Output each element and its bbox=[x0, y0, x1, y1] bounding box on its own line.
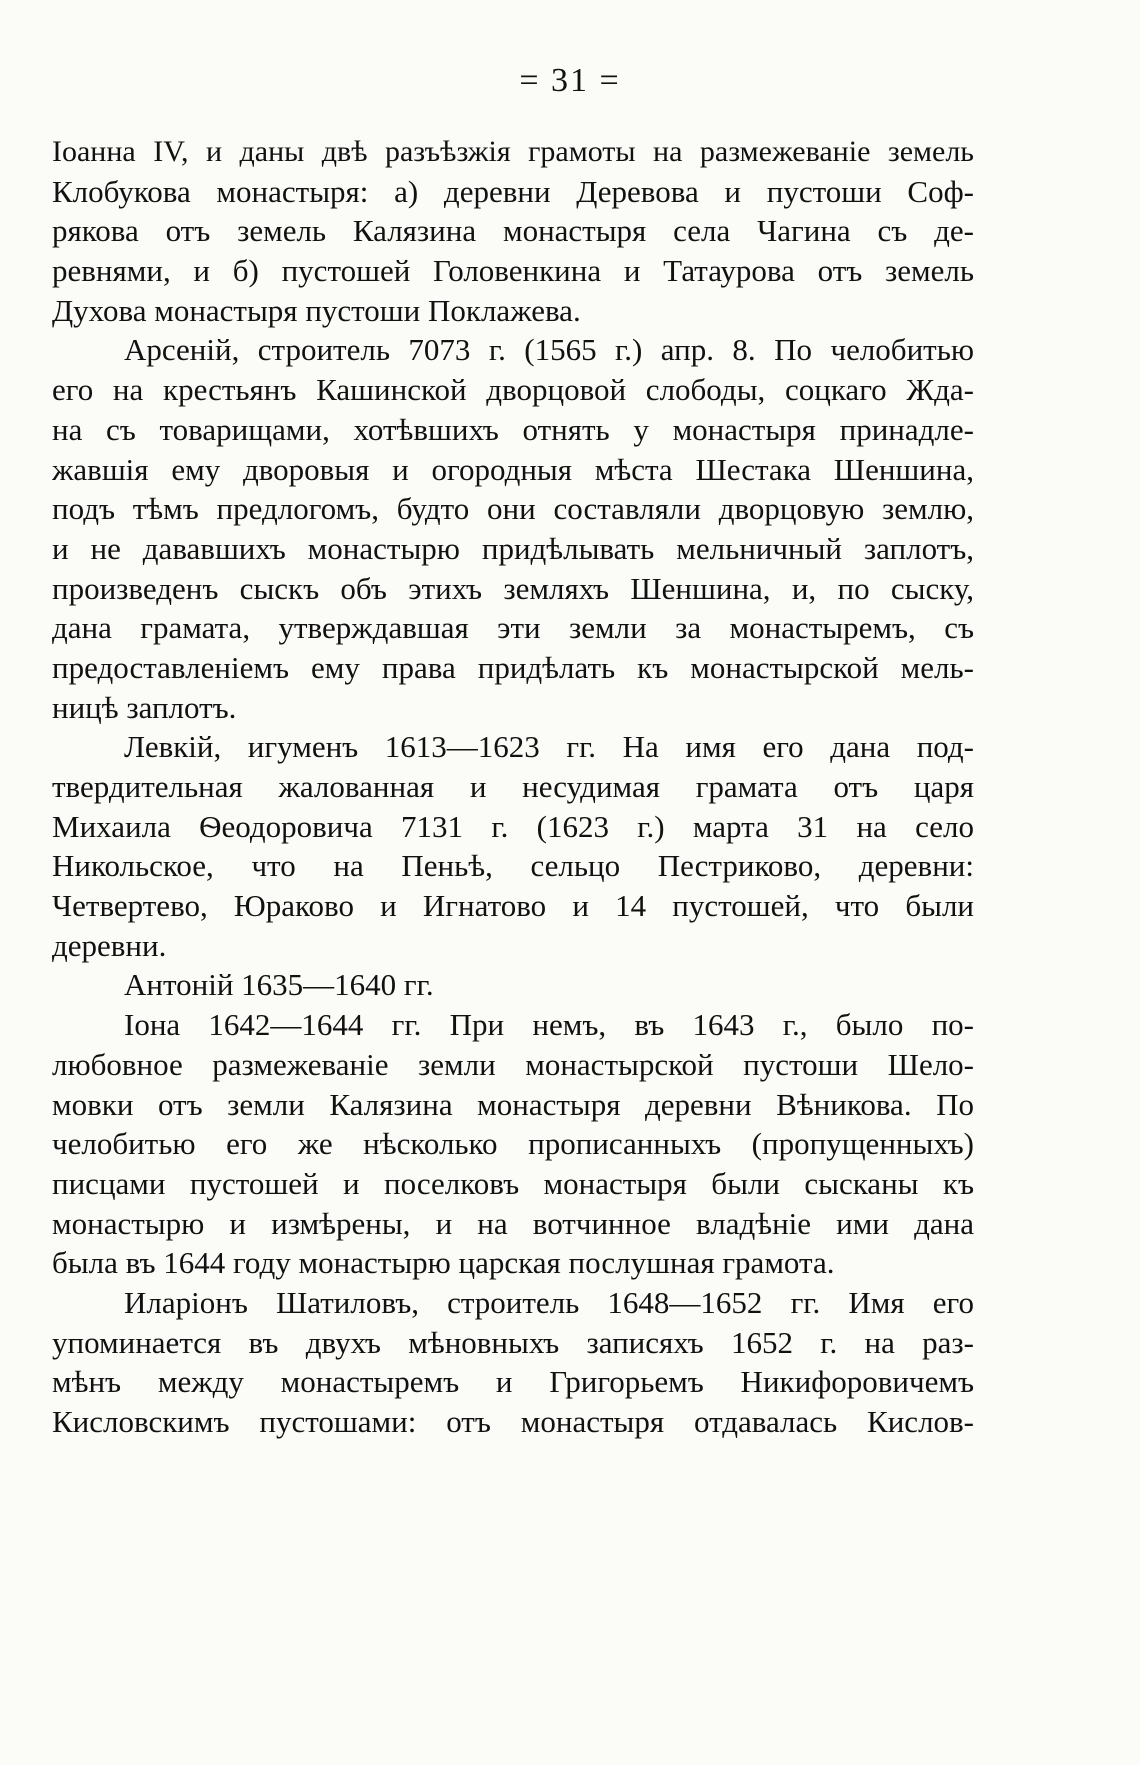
text-line: Іоанна IV, и даны двѣ разъѣзжія грамоты на размежеваніе земель bbox=[52, 135, 974, 168]
text-line: Кисловскимъ пустошами: отъ монастыря отдавалась Кислов- bbox=[52, 1404, 974, 1439]
text-line: челобитью его же нѣсколько прописанныхъ (пропущенныхъ) bbox=[52, 1126, 974, 1162]
entry-first-line-arseny: Арсеній, строитель 7073 г. (1565 г.) апр. 8. По челобитью bbox=[124, 332, 974, 368]
text-line: была въ 1644 году монастырю царская послушная грамота. bbox=[52, 1245, 835, 1281]
text-line: Клобукова монастыря: а) деревни Деревова и пустоши Соф- bbox=[52, 173, 974, 209]
page-number: = 31 = bbox=[519, 62, 621, 99]
text-line: произведенъ сыскъ объ этихъ земляхъ Шеншина, и, по сыску, bbox=[52, 570, 974, 606]
text-line: твердительная жалованная и несудимая грамата отъ царя bbox=[52, 769, 974, 804]
text-line: рякова отъ земель Калязина монастыря села Чагина съ де- bbox=[52, 213, 974, 249]
text-line: монастырю и измѣрены, и на вотчинное владѣніе ими дана bbox=[52, 1205, 974, 1241]
text-line: Четвертево, Юраково и Игнатово и 14 пустошей, что были bbox=[52, 888, 974, 924]
text-line: мовки отъ земли Калязина монастыря деревни Вѣникова. По bbox=[52, 1086, 974, 1122]
text-line: его на крестьянъ Кашинской дворцовой слободы, соцкаго Жда- bbox=[52, 372, 974, 408]
text-line: Михаила Ѳеодоровича 7131 г. (1623 г.) марта 31 на село bbox=[52, 808, 974, 844]
text-line: жавшія ему дворовыя и огородныя мѣста Шестака Шеншина, bbox=[52, 451, 974, 487]
text-line: упоминается въ двухъ мѣновныхъ записяхъ 1652 г. на раз- bbox=[52, 1324, 974, 1360]
body-text bbox=[52, 132, 974, 1442]
text-line: на съ товарищами, хотѣвшихъ отнять у монастыря принадле- bbox=[52, 411, 974, 447]
text-line: дана грамата, утверждавшая эти земли за монастыремъ, съ bbox=[52, 610, 974, 646]
text-line: и не дававшихъ монастырю придѣлывать мельничный заплотъ, bbox=[52, 530, 974, 566]
text-line: Духова монастыря пустоши Поклажева. bbox=[52, 292, 581, 328]
text-line: ницѣ заплотъ. bbox=[52, 689, 237, 725]
text-line: деревни. bbox=[52, 927, 167, 963]
text-line: мѣнъ между монастыремъ и Григорьемъ Никифоровичемъ bbox=[52, 1364, 974, 1400]
text-line: ревнями, и б) пустошей Головенкина и Татаурова отъ земель bbox=[52, 253, 974, 289]
text-line: любовное размежеваніе земли монастырской пустоши Шело- bbox=[52, 1046, 974, 1082]
text-line: Никольское, что на Пеньѣ, сельцо Пестриково, деревни: bbox=[52, 848, 974, 884]
entry-first-line-levky: Левкій, игуменъ 1613—1623 гг. На имя его дана под- bbox=[124, 729, 974, 765]
text-line: писцами пустошей и поселковъ монастыря были сысканы къ bbox=[52, 1165, 974, 1201]
text-line: предоставленіемъ ему права придѣлать къ монастырской мель- bbox=[52, 649, 974, 685]
entry-first-line-antony: Антоній 1635—1640 гг. bbox=[124, 967, 434, 1003]
text-line: подъ тѣмъ предлогомъ, будто они составляли дворцовую землю, bbox=[52, 491, 974, 527]
entry-first-line-iona: Іона 1642—1644 гг. При немъ, въ 1643 г., было по- bbox=[124, 1007, 974, 1043]
entry-first-line-ilarion: Иларіонъ Шатиловъ, строитель 1648—1652 гг. Имя его bbox=[124, 1284, 974, 1320]
